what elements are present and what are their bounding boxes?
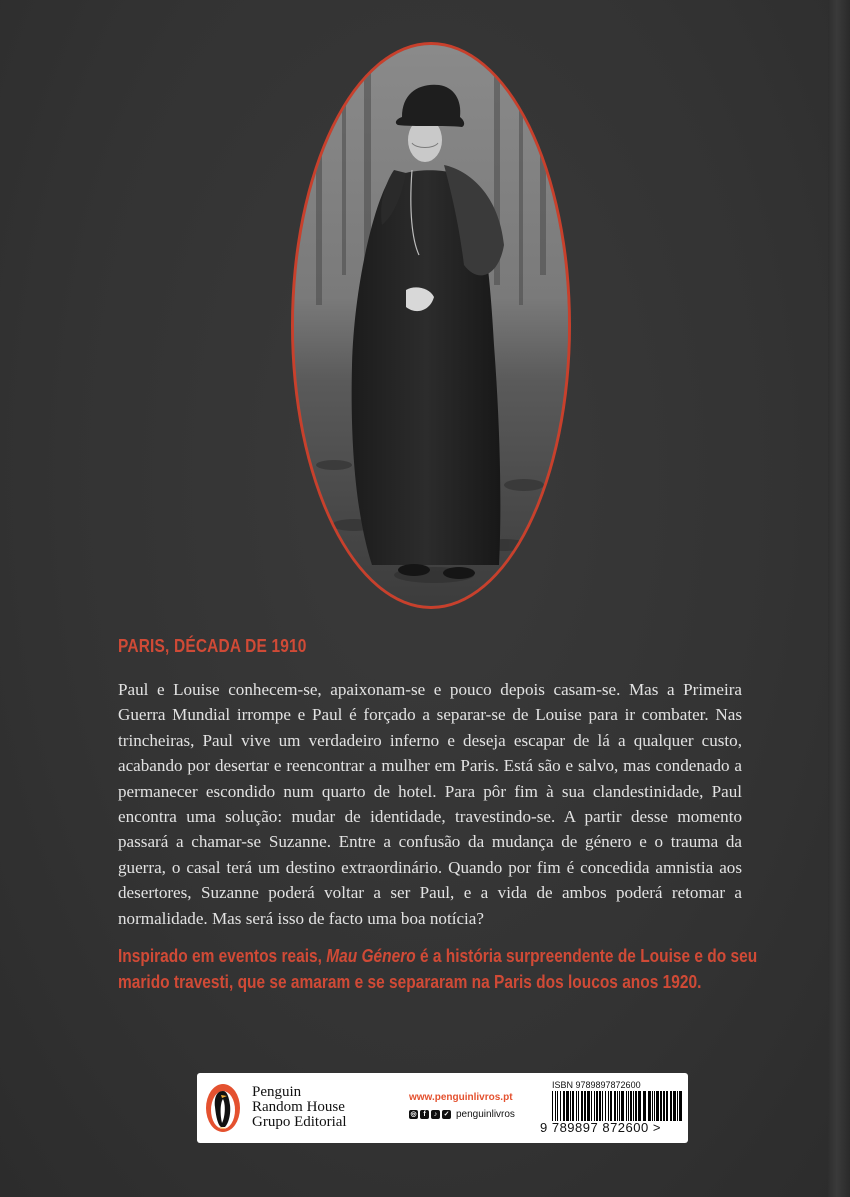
synopsis-text — [118, 677, 742, 931]
barcode-bar — [594, 1091, 595, 1121]
barcode-bar — [555, 1091, 556, 1121]
barcode-bar — [602, 1091, 603, 1121]
barcode-bar — [621, 1091, 624, 1121]
barcode-bar — [566, 1091, 569, 1121]
barcode-bar — [596, 1091, 598, 1121]
publisher-name — [252, 1085, 347, 1130]
barcode-bar — [617, 1091, 618, 1121]
twitter-icon[interactable]: ✓ — [443, 1111, 450, 1118]
barcode-bar — [666, 1091, 668, 1121]
barcode-bar — [614, 1091, 616, 1121]
barcode-bar — [557, 1091, 558, 1121]
book-title: Mau Género — [326, 946, 416, 966]
social-handle: penguinlivros — [456, 1109, 515, 1120]
barcode-bar — [633, 1091, 634, 1121]
penguin-logo-icon — [205, 1083, 241, 1133]
barcode-bar — [578, 1091, 579, 1121]
barcode-bar — [677, 1091, 678, 1121]
synopsis-paragraph: Paul e Louise conhecem-se, apaixonam-se e pouco depois casam-se. Mas a Primeira Guerra Mundial irrompe e Paul é forçado a separar-se de Louise para ir combater. Nas trincheiras, Paul vive um verdadeiro inferno e deseja escapar de lá a qualquer custo, acabando por desertar e reencontrar a mulher em Paris. Está são e salvo, mas condenado a permanecer escondido num quarto de hotel. Para pôr fim à sua clandestinidade, Paul encontra uma solução: mudar de identidade, travestindo-se. A partir desse momento passará a chamar-se Suzanne. Entre a confusão da mudança de género e o trauma da guerra, o casal terá um destino extraordinário. Quando por fim é concedida amnistia aos desertores, Suzanne poderá voltar a ser Paul, e a vida de ambos poderá retomar a normalidade. Mas será isso de facto uma boa notícia? — [118, 680, 742, 928]
barcode-bar — [630, 1091, 632, 1121]
barcode-bar — [635, 1091, 637, 1121]
barcode-bar — [587, 1091, 590, 1121]
vintage-portrait-photo — [294, 45, 568, 606]
barcode-bar — [608, 1091, 609, 1121]
barcode-bar — [605, 1091, 606, 1121]
portrait-photo — [291, 42, 571, 609]
tagline-line-1 — [118, 943, 758, 969]
barcode-bar — [563, 1091, 565, 1121]
tiktok-icon[interactable]: ♪ — [431, 1110, 440, 1119]
barcode-bar — [628, 1091, 629, 1121]
facebook-icon[interactable]: f — [420, 1110, 429, 1119]
barcode-bar — [663, 1091, 665, 1121]
barcode-bar — [572, 1091, 574, 1121]
instagram-icon[interactable]: ◎ — [410, 1111, 417, 1118]
barcode-bar — [626, 1091, 627, 1121]
publisher-barcode-panel — [197, 1073, 688, 1143]
barcode-bar — [660, 1091, 662, 1121]
barcode-bar — [576, 1091, 577, 1121]
tagline-suffix: é a história surpreendente de Louise e do seu — [415, 946, 758, 966]
barcode-bar — [679, 1091, 682, 1121]
publisher-line-2: Random House — [252, 1099, 345, 1115]
website-link[interactable]: www.penguinlivros.pt — [409, 1092, 513, 1103]
barcode-bar — [552, 1091, 553, 1121]
tagline — [118, 943, 758, 995]
barcode-bar — [619, 1091, 620, 1121]
barcode-bar — [584, 1091, 586, 1121]
isbn-label: ISBN 9789897872600 — [552, 1080, 641, 1090]
barcode-bar — [610, 1091, 612, 1121]
social-links — [409, 1109, 515, 1120]
isbn-barcode — [552, 1091, 682, 1121]
tagline-line-2: marido travesti, que se amaram e se separaram na Paris dos loucos anos 1920. — [118, 972, 702, 992]
barcode-bar — [638, 1091, 641, 1121]
barcode-bar — [570, 1091, 571, 1121]
barcode-bar — [670, 1091, 672, 1121]
section-heading: PARIS, DÉCADA DE 1910 — [118, 636, 307, 656]
barcode-bar — [581, 1091, 583, 1121]
publisher-line-3: Grupo Editorial — [252, 1114, 347, 1130]
barcode-bar — [654, 1091, 655, 1121]
barcode-bar — [560, 1091, 561, 1121]
barcode-bar — [599, 1091, 601, 1121]
spine-edge — [828, 0, 850, 1197]
barcode-bar — [673, 1091, 676, 1121]
barcode-bar — [648, 1091, 651, 1121]
publisher-line-1: Penguin — [252, 1084, 302, 1100]
barcode-digits: 9 789897 872600 > — [540, 1120, 661, 1135]
barcode-bar — [656, 1091, 659, 1121]
barcode-bar — [643, 1091, 646, 1121]
barcode-bar — [591, 1091, 592, 1121]
tagline-prefix: Inspirado em eventos reais, — [118, 946, 327, 966]
barcode-bar — [652, 1091, 653, 1121]
